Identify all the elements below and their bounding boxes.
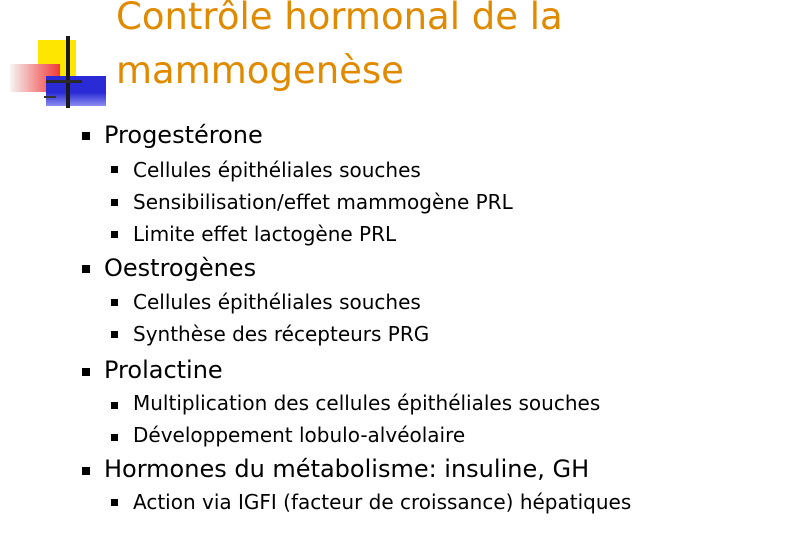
title-line-1: Contrôle hormonal de la <box>116 0 563 38</box>
slide-title <box>116 0 563 98</box>
bullet-icon <box>82 467 90 475</box>
bullet-icon <box>111 231 118 238</box>
bullet-icon <box>111 499 118 506</box>
decor-short-line <box>44 96 56 98</box>
bullet-icon <box>111 299 118 306</box>
bullet-icon <box>111 434 118 441</box>
decor-horizontal-line <box>46 80 82 83</box>
list-item: Multiplication des cellules épithéliales souches <box>133 391 601 415</box>
list-item: Développement lobulo-alvéolaire <box>133 423 466 447</box>
list-item: Synthèse des récepteurs PRG <box>133 322 430 346</box>
decor-vertical-line <box>66 36 70 108</box>
list-item: Limite effet lactogène PRL <box>133 222 397 246</box>
list-item: Cellules épithéliales souches <box>133 158 421 182</box>
section-heading: Hormones du métabolisme: insuline, GH <box>104 455 590 483</box>
list-item: Action via IGFI (facteur de croissance) hépatiques <box>133 490 632 514</box>
section-heading: Progestérone <box>104 121 263 149</box>
bullet-icon <box>111 331 118 338</box>
list-item: Sensibilisation/effet mammogène PRL <box>133 190 513 214</box>
bullet-icon <box>111 402 118 409</box>
bullet-icon <box>82 265 90 273</box>
bullet-icon <box>82 132 90 140</box>
section-heading: Prolactine <box>104 356 223 384</box>
title-line-2: mammogenèse <box>116 49 404 92</box>
section-heading: Oestrogènes <box>104 254 257 282</box>
bullet-icon <box>111 199 118 206</box>
bullet-icon <box>82 368 90 376</box>
bullet-icon <box>111 166 118 173</box>
list-item: Cellules épithéliales souches <box>133 290 421 314</box>
